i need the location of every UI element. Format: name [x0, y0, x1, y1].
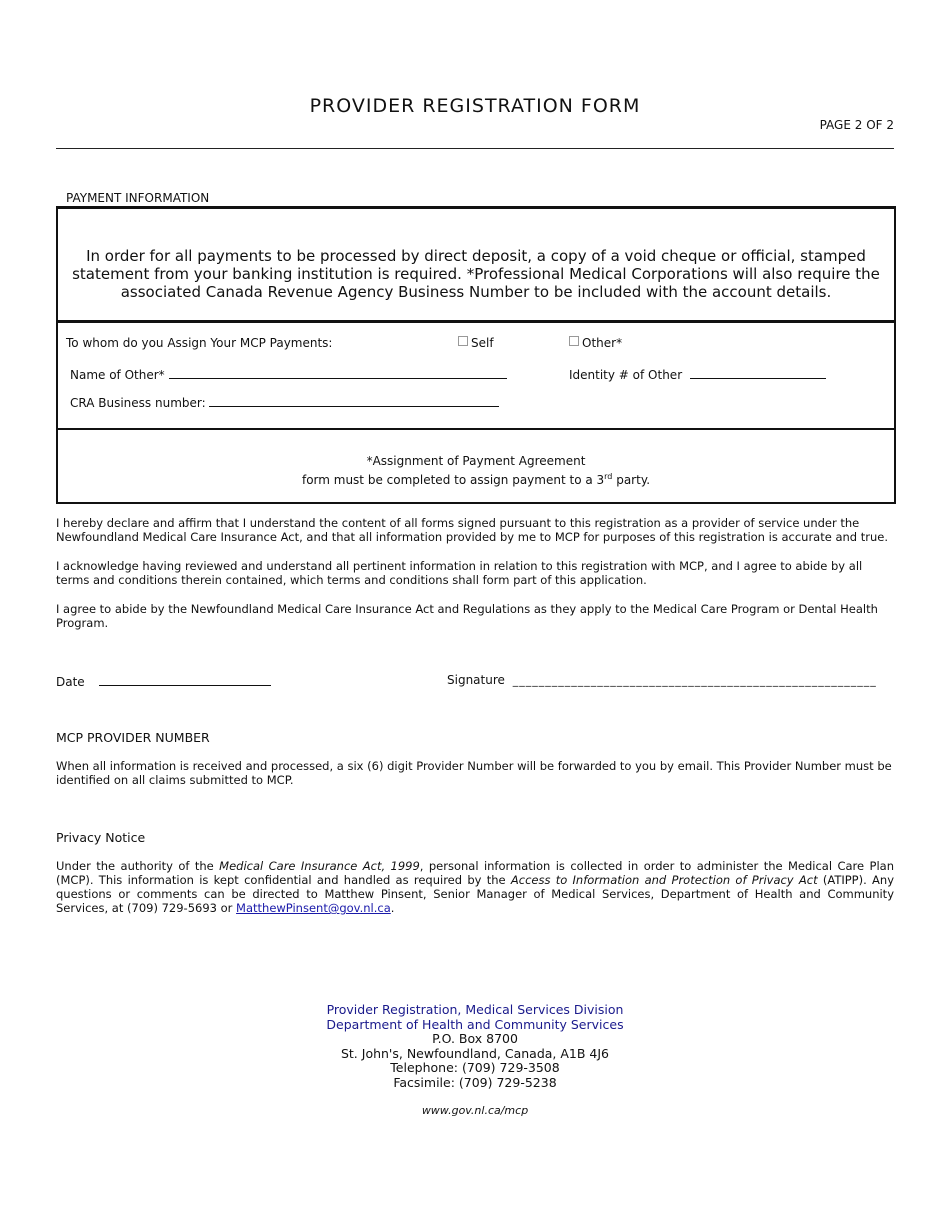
signature-row: [447, 673, 877, 687]
identity-row: [569, 366, 826, 382]
self-checkbox[interactable]: [458, 336, 468, 346]
privacy-text: Under the authority of the Medical Care Insurance Act, 1999, personal information is collected in order to administer the Medical Care Plan (MCP). This information is kept confidential and handled as required by the Access to Information and Protection of Privacy Act (ATIPP). Any questions or comments can be directed to Matthew Pinsent, Senior Manager of Medical Services, Department of Health and Community Services, at (709) 729-5693 or MatthewPinsent@gov.nl.ca.: [56, 859, 894, 915]
footer-po-box: P.O. Box 8700: [432, 1031, 518, 1046]
other-option[interactable]: [569, 336, 622, 350]
provider-number-heading: MCP PROVIDER NUMBER: [56, 730, 210, 745]
agreement-line-1: *Assignment of Payment Agreement: [366, 454, 586, 468]
footer-fax: Facsimile: (709) 729-5238: [393, 1074, 557, 1090]
identity-field[interactable]: [690, 366, 826, 379]
agreement-box: [56, 428, 896, 504]
footer-website: www.gov.nl.ca/mcp: [421, 1104, 529, 1117]
other-label: Other*: [582, 336, 623, 350]
self-label: Self: [471, 336, 494, 350]
page-title: PROVIDER REGISTRATION FORM: [309, 95, 641, 117]
cra-row: [70, 394, 499, 410]
signature-label: Signature: [447, 673, 505, 687]
declaration-paragraph-3: I agree to abide by the Newfoundland Medical Care Insurance Act and Regulations as they apply to the Medical Care Program or Dental Health Program.: [56, 602, 878, 630]
assignment-box: [56, 320, 896, 430]
footer-address: [0, 1003, 950, 1090]
name-of-other-row: [70, 366, 507, 382]
signature-field[interactable]: ________________________________________________________: [512, 674, 877, 687]
payment-intro-box: [56, 206, 896, 323]
footer-telephone: Telephone: (709) 729-3508: [390, 1060, 560, 1075]
other-checkbox[interactable]: [569, 336, 579, 346]
privacy-heading: Privacy Notice: [56, 830, 146, 845]
payment-section-label: PAYMENT INFORMATION: [66, 191, 210, 205]
cra-label: CRA Business number:: [70, 396, 206, 410]
act-name-2: Access to Information and Protection of Privacy Act: [510, 873, 818, 887]
act-name-1: Medical Care Insurance Act, 1999: [219, 859, 420, 873]
contact-email-link[interactable]: MatthewPinsent@gov.nl.ca: [236, 901, 391, 915]
footer-department: Department of Health and Community Services: [326, 1016, 624, 1032]
date-label: Date: [56, 675, 85, 689]
cra-field[interactable]: [209, 394, 499, 407]
self-option[interactable]: [458, 336, 494, 350]
date-row: [56, 673, 271, 689]
date-field[interactable]: [99, 673, 271, 686]
footer-division: Provider Registration, Medical Services Division: [326, 1002, 624, 1017]
identity-label: Identity # of Other: [569, 368, 683, 382]
page-number: PAGE 2 OF 2: [819, 118, 894, 132]
provider-number-text: When all information is received and processed, a six (6) digit Provider Number will be forwarded to you by email. This Provider Number must be identified on all claims submitted to MCP.: [56, 759, 892, 787]
agreement-line-2: form must be completed to assign payment to a 3rd party.: [301, 472, 651, 487]
name-of-other-field[interactable]: [169, 366, 507, 379]
agreement-note: [58, 454, 894, 488]
header-divider: [56, 148, 894, 149]
payment-intro-text: In order for all payments to be processed by direct deposit, a copy of a void cheque or official, stamped statement from your banking institution is required. *Professional Medical Corporations will also require the associated Canada Revenue Agency Business Number to be included with the account details.: [72, 247, 880, 301]
name-of-other-label: Name of Other*: [70, 368, 165, 382]
footer-city: St. John's, Newfoundland, Canada, A1B 4J6: [340, 1045, 610, 1061]
declaration-paragraph-2: I acknowledge having reviewed and understand all pertinent information in relation to this registration with MCP, and I agree to abide by all terms and conditions therein contained, which terms and conditions shall form part of this application.: [56, 559, 863, 587]
assign-question: To whom do you Assign Your MCP Payments:: [66, 336, 333, 350]
declaration-paragraph-1: I hereby declare and affirm that I understand the content of all forms signed pursuant to this registration as a provider of service under the Newfoundland Medical Care Insurance Act, and that all information provided by me to MCP for purposes of this registration is accurate and true.: [56, 516, 889, 544]
